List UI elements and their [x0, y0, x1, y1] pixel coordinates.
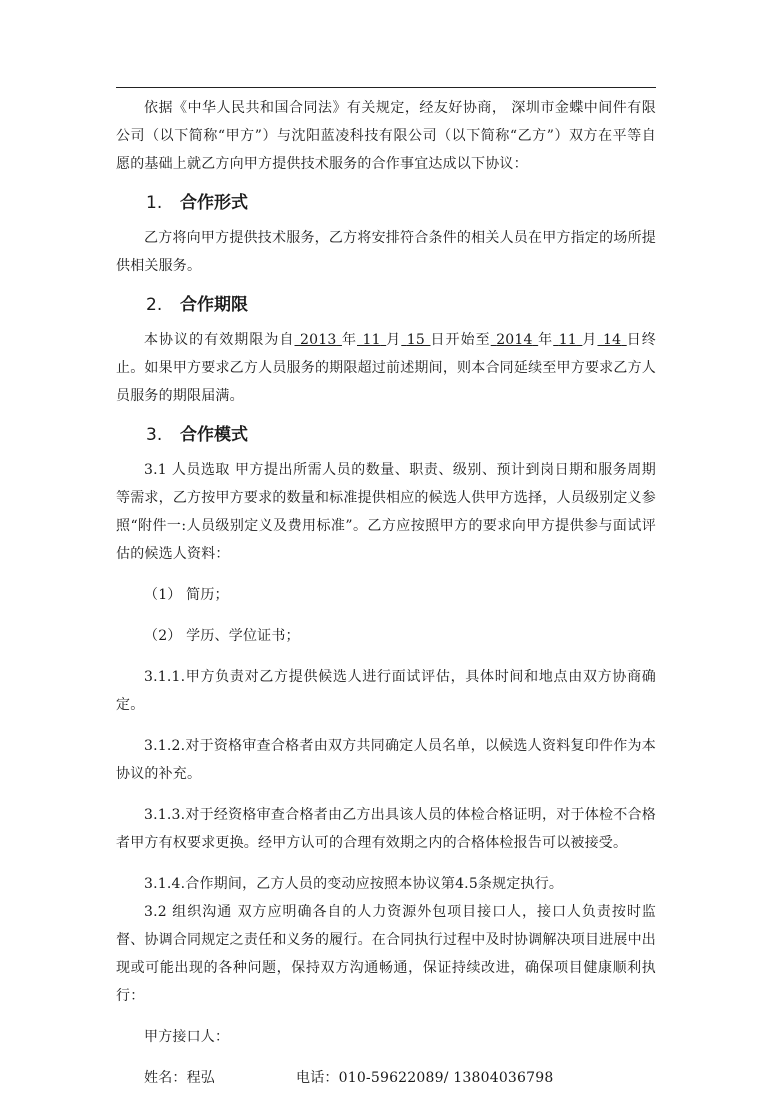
term-text: 本协议的有效期限为自	[144, 332, 295, 348]
section-heading-2	[146, 294, 656, 316]
header-rule	[116, 87, 656, 88]
end-month-value: 11	[558, 332, 577, 348]
end-year-value: 2014	[496, 332, 533, 348]
section-title: 合作期限	[180, 295, 248, 315]
section-number: 1.	[146, 193, 163, 213]
clause-3-2: 3.2 组织沟通 双方应明确各自的人力资源外包项目接口人，接口人负责按时监督、协调合同规定之责任和义务的履行。在合同执行过程中及时协调解决项目进展中出现或可能出现的各种问题，保持双方沟通畅通，保证持续改进，确保项目健康顺利执行：	[116, 904, 656, 1004]
start-day	[401, 332, 430, 348]
term-text: 月	[386, 332, 402, 348]
end-day-value: 14	[602, 332, 622, 348]
end-year	[491, 332, 538, 348]
document-body	[116, 94, 656, 1092]
section-number: 2.	[146, 295, 163, 315]
term-text: 日终止。如果甲方要求乙方人员服务的期限超过前述期间，则本合同延续至甲方要求乙方人员服务的期限届满。	[116, 332, 656, 404]
term-text: 月	[582, 332, 598, 348]
section-heading-3	[146, 424, 656, 446]
end-month	[553, 332, 582, 348]
contact-name: 姓名：程弘	[144, 1070, 215, 1086]
start-year-value: 2013	[300, 332, 337, 348]
section-number: 3.	[146, 425, 163, 445]
clause-3-1-2: 3.1.2.对于资格审查合格者由双方共同确定人员名单，以候选人资料复印件作为本协议的补充。	[116, 738, 656, 782]
clause-3-1-3: 3.1.3.对于经资格审查合格者由乙方出具该人员的体检合格证明，对于体检不合格者甲方有权要求更换。经甲方认可的合理有效期之内的合格体检报告可以被接受。	[116, 807, 656, 851]
term-text: 年	[538, 332, 554, 348]
list-item-certificates: （2） 学历、学位证书；	[144, 628, 300, 644]
term-text: 日开始至	[430, 332, 491, 348]
section-heading-1	[146, 192, 656, 214]
clause-3-1-4: 3.1.4.合作期间，乙方人员的变动应按照本协议第4.5条规定执行。	[144, 876, 564, 892]
start-month-value: 11	[362, 332, 381, 348]
section-1-text: 乙方将向甲方提供技术服务，乙方将安排符合条件的相关人员在甲方指定的场所提供相关服务。	[116, 230, 656, 274]
section-title: 合作模式	[180, 425, 248, 445]
contact-phone: 电话：010-59622089/ 13804036798	[296, 1070, 554, 1086]
intro-paragraph: 依据《中华人民共和国合同法》有关规定，经友好协商， 深圳市金蝶中间件有限公司（以下简称“甲方”）与沈阳蓝凌科技有限公司（以下简称“乙方”）双方在平等自愿的基础上就乙方向甲方提供技术服务的合作事宜达成以下协议：	[116, 100, 656, 172]
term-text: 年	[341, 332, 357, 348]
section-title: 合作形式	[180, 193, 248, 213]
contact-line	[116, 1064, 656, 1092]
end-day	[597, 332, 626, 348]
clause-3-1: 3.1 人员选取 甲方提出所需人员的数量、职责、级别、预计到岗日期和服务周期等需求，乙方按甲方要求的数量和标准提供相应的候选人供甲方选择，人员级别定义参照“附件一:人员级别定义及费用标准”。乙方应按照甲方的要求向甲方提供参与面试评估的候选人资料：	[116, 462, 656, 562]
start-month	[357, 332, 386, 348]
clause-3-1-1: 3.1.1.甲方负责对乙方提供候选人进行面试评估，具体时间和地点由双方协商确定。	[116, 669, 656, 713]
start-day-value: 15	[406, 332, 425, 348]
section-2-text	[116, 326, 656, 410]
contact-heading: 甲方接口人：	[144, 1029, 230, 1045]
list-item-resume: （1） 简历；	[144, 587, 229, 603]
start-year	[295, 332, 342, 348]
